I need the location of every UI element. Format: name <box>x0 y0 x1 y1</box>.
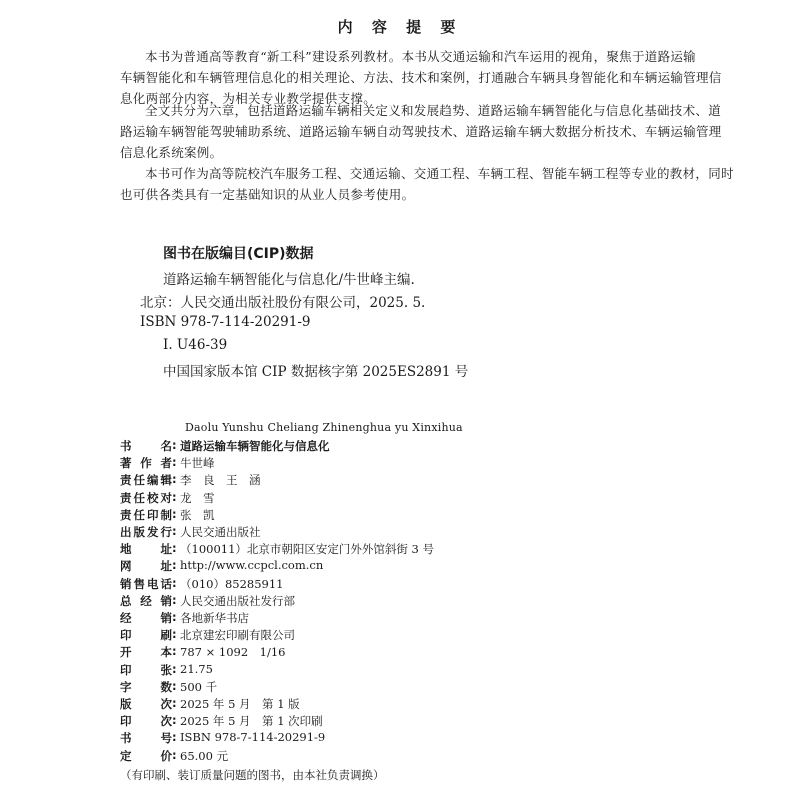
colophon-row-author <box>120 455 640 473</box>
row-label: 印 张 <box>120 662 172 677</box>
row-colon: : <box>172 558 177 573</box>
row-label: 印 刷 <box>120 628 172 643</box>
row-colon: : <box>172 524 177 538</box>
row-value: （010）85285911 <box>180 576 284 591</box>
cip-classification-line: Ⅰ. U46-39 <box>163 337 228 353</box>
row-colon: : <box>172 472 177 487</box>
cip-title-line: 道路运输车辆智能化与信息化/牛世峰主编. <box>163 272 415 288</box>
colophon-row-printed-sheets <box>120 662 640 680</box>
row-label: 出版发行 <box>120 525 172 539</box>
row-label: 开 本 <box>120 645 172 660</box>
row-value: 2025 年 5 月 第 1 版 <box>180 697 300 711</box>
colophon-row-print-supervisor <box>120 507 640 525</box>
row-label: 地 址 <box>120 542 172 557</box>
text-line: 路运输车辆智能驾驶辅助系统、道路运输车辆自动驾驶技术、道路运输车辆大数据分析技术、车辆运输管理 <box>120 124 722 139</box>
row-label: 责任印制 <box>120 507 172 522</box>
abstract-paragraph-3 <box>120 163 734 205</box>
cip-isbn-line: ISBN 978-7-114-20291-9 <box>140 314 311 330</box>
row-value: http://www.ccpcl.com.cn <box>180 558 324 573</box>
row-colon: : <box>172 713 177 728</box>
row-value: 李 良 王 涵 <box>180 473 261 488</box>
colophon-row-proofreader <box>120 490 640 508</box>
row-colon: : <box>172 489 177 504</box>
row-colon: : <box>172 506 177 521</box>
row-colon: : <box>172 730 177 745</box>
colophon-row-isbn <box>120 730 640 748</box>
colophon-row-distributor <box>120 610 640 628</box>
row-colon: : <box>172 455 177 470</box>
row-colon: : <box>172 541 177 556</box>
row-value: 787 × 1092 1/16 <box>180 645 286 660</box>
row-colon: : <box>172 678 177 693</box>
row-colon: : <box>172 747 177 762</box>
row-value: 北京建宏印刷有限公司 <box>180 628 295 643</box>
row-colon: : <box>172 575 177 590</box>
abstract-title: 内 容 提 要 <box>337 18 463 36</box>
text-line: 信息化系统案例。 <box>120 145 223 160</box>
row-label: 书 名 <box>120 439 172 453</box>
text-line: 也可供各类具有一定基础知识的从业人员参考使用。 <box>120 187 415 202</box>
colophon-row-book-title <box>120 438 640 456</box>
pinyin-title: Daolu Yunshu Cheliang Zhinenghua yu Xinxihua <box>185 421 463 434</box>
colophon-row-address <box>120 541 640 559</box>
colophon-row-format <box>120 644 640 662</box>
row-label: 责任编辑 <box>120 473 172 488</box>
row-label: 销售电话 <box>120 576 172 591</box>
row-colon: : <box>172 592 177 607</box>
row-label: 责任校对 <box>120 490 172 505</box>
row-value: 牛世峰 <box>180 456 215 471</box>
colophon-row-word-count <box>120 679 640 697</box>
colophon-row-general-distributor <box>120 593 640 611</box>
row-colon: : <box>172 696 177 710</box>
row-label: 定 价 <box>120 748 172 763</box>
colophon-row-publisher <box>120 524 640 542</box>
row-value: 65.00 元 <box>180 748 229 763</box>
cip-record-number-line: 中国国家版本馆 CIP 数据核字第 2025ES2891 号 <box>163 364 469 380</box>
row-value: 道路运输车辆智能化与信息化 <box>180 439 330 453</box>
row-value: 龙 雪 <box>180 490 215 505</box>
row-value: 2025 年 5 月 第 1 次印刷 <box>180 714 323 729</box>
colophon-row-sales-phone <box>120 576 640 594</box>
colophon-row-website <box>120 558 640 576</box>
row-value: ISBN 978-7-114-20291-9 <box>180 730 326 745</box>
abstract-paragraph-2 <box>120 100 722 163</box>
row-value: （100011）北京市朝阳区安定门外外馆斜街 3 号 <box>180 542 435 557</box>
row-label: 印 次 <box>120 714 172 729</box>
row-colon: : <box>172 644 177 659</box>
row-value: 人民交通出版社 <box>180 525 261 539</box>
colophon-row-editor <box>120 472 640 490</box>
colophon-row-printer <box>120 627 640 645</box>
row-colon: : <box>172 627 177 642</box>
cip-heading: 图书在版编目(CIP)数据 <box>163 246 314 262</box>
row-colon: : <box>172 661 177 676</box>
row-label: 著 作 者 <box>120 456 172 471</box>
row-value: 张 凯 <box>180 507 215 522</box>
cip-publisher-line: 北京：人民交通出版社股份有限公司，2025. 5. <box>140 295 426 311</box>
text-line: 本书可作为高等院校汽车服务工程、交通运输、交通工程、车辆工程、智能车辆工程等专业的教材，同时 <box>145 166 734 181</box>
colophon-row-printing <box>120 713 640 731</box>
row-value: 各地新华书店 <box>180 611 249 625</box>
text-line: 车辆智能化和车辆管理信息化的相关理论、方法、技术和案例，打通融合车辆具身智能化和车辆运输管理信 <box>120 70 722 85</box>
row-value: 人民交通出版社发行部 <box>180 593 295 608</box>
row-value: 500 千 <box>180 679 218 694</box>
row-label: 总 经 销 <box>120 593 172 608</box>
text-line: 全文共分为六章，包括道路运输车辆相关定义和发展趋势、道路运输车辆智能化与信息化基础技术、道 <box>145 103 722 118</box>
row-colon: : <box>172 438 177 452</box>
row-label: 经 销 <box>120 611 172 625</box>
row-label: 字 数 <box>120 679 172 694</box>
row-value: 21.75 <box>180 661 213 676</box>
quality-notice: （有印刷、装订质量问题的图书，由本社负责调换） <box>120 768 385 782</box>
row-label: 版 次 <box>120 697 172 711</box>
colophon-row-edition <box>120 696 640 714</box>
colophon-row-price <box>120 748 640 766</box>
row-label: 网 址 <box>120 559 172 574</box>
text-line: 本书为普通高等教育“新工科”建设系列教材。本书从交通运输和汽车运用的视角，聚焦于道路运输 <box>145 49 696 64</box>
row-label: 书 号 <box>120 731 172 746</box>
row-colon: : <box>172 610 177 624</box>
text-line: 息化两部分内容，为相关专业教学提供支撑。 <box>120 91 377 106</box>
